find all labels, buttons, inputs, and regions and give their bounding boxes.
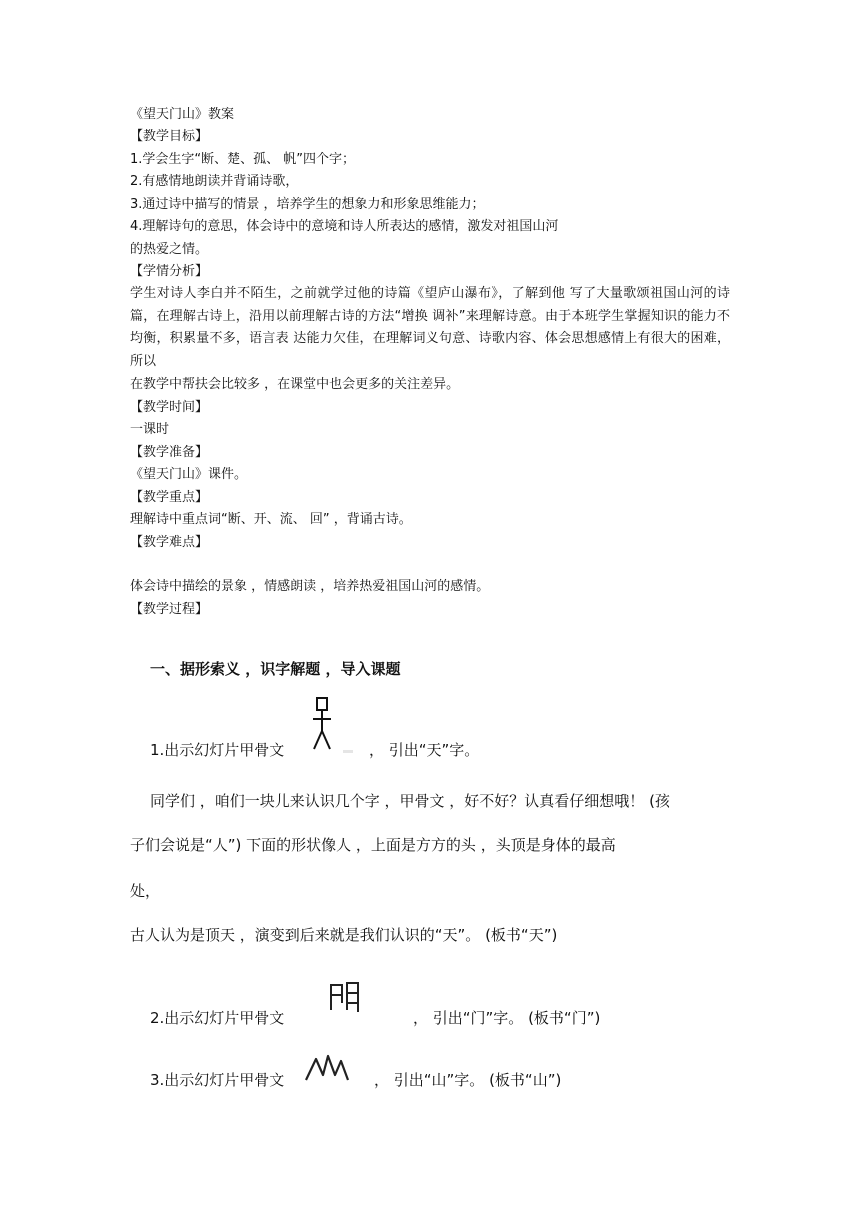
heading-key: 【教学重点】 <box>130 490 209 505</box>
talk-line: 子们会说是“人”) 下面的形状像人 ，上面是方方的头 ，头顶是身体的最高 <box>130 836 616 854</box>
goal-item: 1.学会生字“断、楚、孤、 帆”四个字； <box>130 152 356 167</box>
oracle-tian-icon <box>310 695 336 753</box>
step3-label: 3.出示幻灯片甲骨文 <box>150 1071 285 1089</box>
talk-line: 处， <box>130 882 161 900</box>
goal-item: 3.通过诗中描写的情景 ，培养学生的想象力和形象思维能力； <box>130 197 485 212</box>
goal-item: 4.理解诗句的意思，体会诗中的意境和诗人所表达的感情，激发对祖国山河 <box>130 219 559 234</box>
step1-label: 1.出示幻灯片甲骨文 <box>150 741 285 759</box>
goal-item: 2.有感情地朗读并背诵诗歌， <box>130 174 299 189</box>
heading-goals: 【教学目标】 <box>130 129 209 144</box>
talk-line: 同学们 ，咱们一块儿来认识几个字 ，甲骨文 ，好不好？认真看仔细想哦！ (孩 <box>150 792 670 810</box>
step2-label: 2.出示幻灯片甲骨文 <box>150 1009 285 1027</box>
difficult-text: 体会诗中描绘的景象 ，情感朗读 ，培养热爱祖国山河的感情。 <box>130 579 490 594</box>
oracle-men-icon <box>328 979 362 1013</box>
heading-time: 【教学时间】 <box>130 400 209 415</box>
step2-text: ， 引出“门”字。 (板书“门”) <box>413 1009 601 1027</box>
step3-text: ， 引出“山”字。 (板书“山”) <box>374 1071 562 1089</box>
analysis-paragraph: 学生对诗人李白并不陌生，之前就学过他的诗篇《望庐山瀑布》，了解到他 写了大量歌颂祖国山河的诗篇，在理解古诗上，沿用以前理解古诗的方法“增换 调补”来理解诗意。由于本班学生掌握知识的能力不均衡，积累量不多，语言表 达能力欠佳，在理解词义句意、诗歌内容、体会思想感情上有很大的困难，所以 <box>130 286 730 369</box>
time-text: 一课时 <box>130 422 170 437</box>
oracle-shan-icon <box>304 1053 350 1083</box>
image-fragment <box>343 750 353 753</box>
heading-process: 【教学过程】 <box>130 602 209 617</box>
doc-title: 《望天门山》教案 <box>130 107 235 122</box>
prep-text: 《望天门山》课件。 <box>130 467 248 482</box>
heading-difficult: 【教学难点】 <box>130 535 209 550</box>
talk-line: 古人认为是顶天 ，演变到后来就是我们认识的“天”。 (板书“天”) <box>130 926 558 944</box>
key-text: 理解诗中重点词“断、开、流、 回” ，背诵古诗。 <box>130 512 412 527</box>
heading-prep: 【教学准备】 <box>130 445 209 460</box>
goal-item: 的热爱之情。 <box>130 242 209 257</box>
section-heading: 一、据形索义 ，识字解题 ，导入课题 <box>150 660 401 678</box>
step1-text: ， 引出“天”字。 <box>369 741 480 759</box>
heading-analysis: 【学情分析】 <box>130 264 209 279</box>
analysis-last-line: 在教学中帮扶会比较多 ，在课堂中也会更多的关注差异。 <box>130 377 460 392</box>
